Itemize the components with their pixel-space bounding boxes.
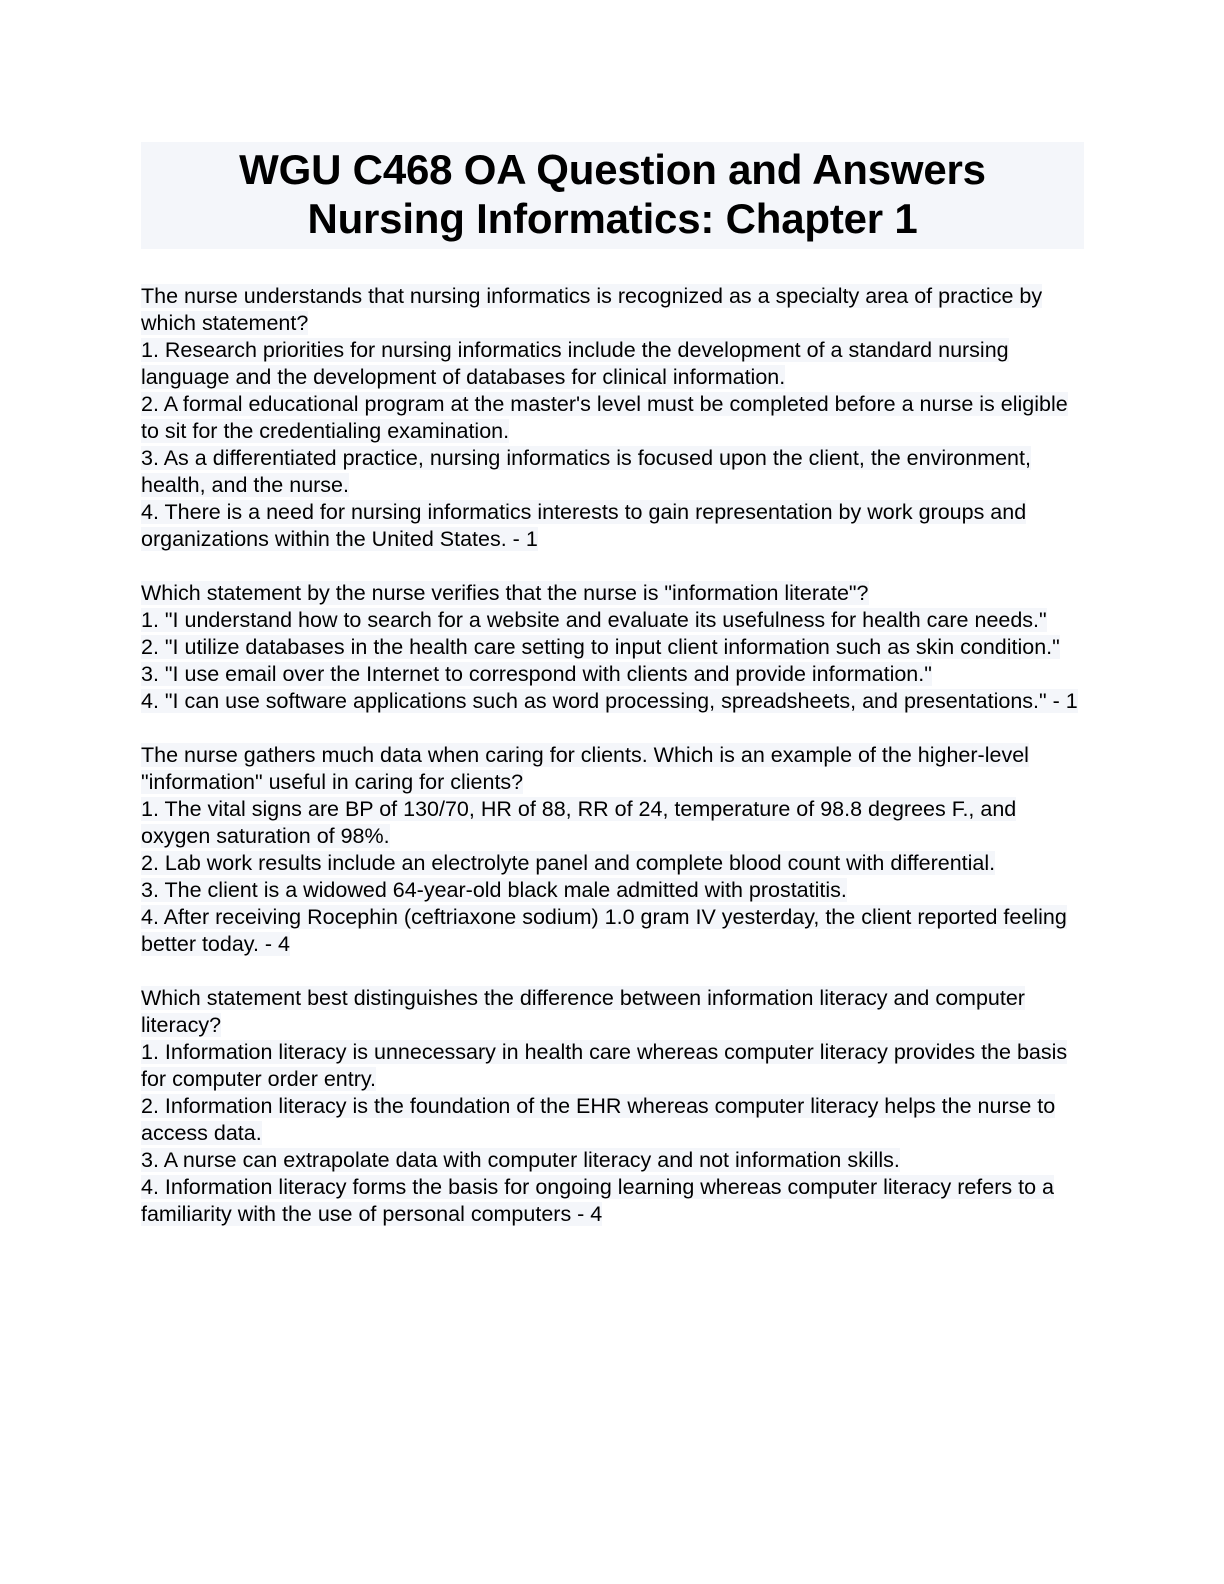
qa-block bbox=[141, 985, 1085, 1228]
answer-option: 3. As a differentiated practice, nursing informatics is focused upon the client, the environment, health, and the nurse. bbox=[141, 446, 1031, 497]
answer-option: 3. "I use email over the Internet to correspond with clients and provide information." bbox=[141, 662, 932, 686]
answer-option: 1. "I understand how to search for a website and evaluate its usefulness for health care needs." bbox=[141, 608, 1047, 632]
document-body bbox=[141, 283, 1085, 1228]
answer-option: 1. Research priorities for nursing informatics include the development of a standard nursing language and the development of databases for clinical information. bbox=[141, 338, 1009, 389]
answer-option: 4. Information literacy forms the basis for ongoing learning whereas computer literacy refers to a familiarity with the use of personal computers - 4 bbox=[141, 1175, 1054, 1226]
question-text: The nurse gathers much data when caring for clients. Which is an example of the higher-level "information" useful in caring for clients? bbox=[141, 743, 1029, 794]
question-text: The nurse understands that nursing informatics is recognized as a specialty area of practice by which statement? bbox=[141, 284, 1043, 335]
answer-option: 1. The vital signs are BP of 130/70, HR of 88, RR of 24, temperature of 98.8 degrees F., and oxygen saturation of 98%. bbox=[141, 797, 1017, 848]
answer-option: 1. Information literacy is unnecessary in health care whereas computer literacy provides the basis for computer order entry. bbox=[141, 1040, 1068, 1091]
answer-option: 2. Lab work results include an electrolyte panel and complete blood count with differential. bbox=[141, 851, 996, 875]
qa-block bbox=[141, 580, 1085, 715]
answer-option: 4. "I can use software applications such as word processing, spreadsheets, and presentations." - 1 bbox=[141, 689, 1078, 713]
question-text: Which statement best distinguishes the difference between information literacy and computer literacy? bbox=[141, 986, 1025, 1037]
answer-option: 3. A nurse can extrapolate data with computer literacy and not information skills. bbox=[141, 1148, 900, 1172]
page-title-line-2: Nursing Informatics: Chapter 1 bbox=[307, 194, 918, 242]
answer-option: 3. The client is a widowed 64-year-old black male admitted with prostatitis. bbox=[141, 878, 847, 902]
question-text: Which statement by the nurse verifies that the nurse is "information literate"? bbox=[141, 581, 869, 605]
answer-option: 2. A formal educational program at the master's level must be completed before a nurse is eligible to sit for the credentialing examination. bbox=[141, 392, 1068, 443]
page-title bbox=[141, 142, 1084, 249]
page-title-line-1: WGU C468 OA Question and Answers bbox=[239, 146, 986, 193]
qa-block bbox=[141, 283, 1085, 553]
answer-option: 2. "I utilize databases in the health care setting to input client information such as skin condition." bbox=[141, 635, 1060, 659]
answer-option: 4. There is a need for nursing informatics interests to gain representation by work groups and organizations within the United States. - 1 bbox=[141, 500, 1027, 551]
qa-block bbox=[141, 742, 1085, 958]
answer-option: 2. Information literacy is the foundation of the EHR whereas computer literacy helps the nurse to access data. bbox=[141, 1094, 1056, 1145]
answer-option: 4. After receiving Rocephin (ceftriaxone sodium) 1.0 gram IV yesterday, the client reported feeling better today. - 4 bbox=[141, 905, 1067, 956]
